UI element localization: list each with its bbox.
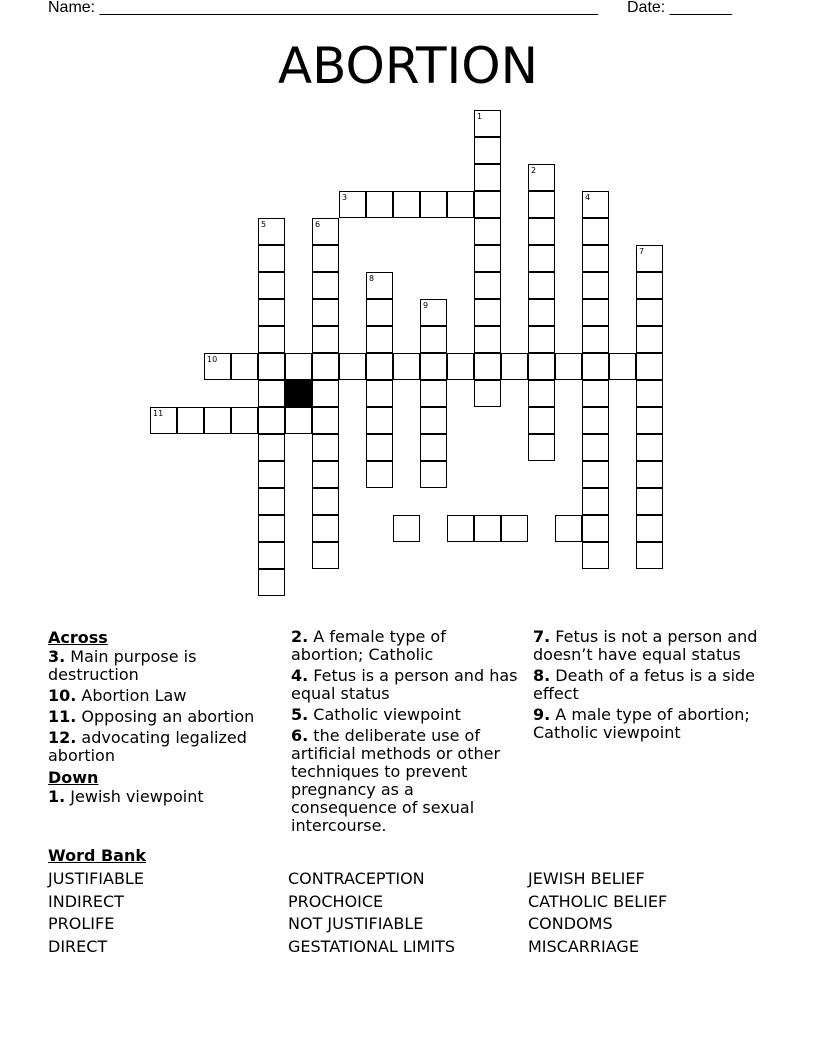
clue-item-text: A male type of abortion; Catholic viewpoint [533,705,750,742]
word-bank-item: NOT JUSTIFIABLE [288,914,424,933]
grid-cell[interactable] [609,353,636,380]
clue-item-text: Catholic viewpoint [308,705,461,724]
grid-cell[interactable] [258,245,285,272]
clue-item-number: 11. [48,707,77,726]
grid-cell[interactable] [474,515,501,542]
across-heading: Across [48,628,108,647]
clue-item-number: 9. [533,705,551,724]
grid-cell[interactable] [312,245,339,272]
clue-item-text: advocating legalized abortion [48,728,247,765]
grid-cell[interactable] [258,380,285,407]
grid-cell[interactable] [474,191,501,218]
grid-cell[interactable] [582,488,609,515]
grid-cell[interactable] [366,380,393,407]
clue-item-text: Opposing an abortion [76,707,255,726]
word-bank-item: PROLIFE [48,914,115,933]
grid-cell[interactable] [474,137,501,164]
grid-cell[interactable] [528,407,555,434]
clue-item-number: 5. [291,705,309,724]
grid-cell[interactable] [528,218,555,245]
clue-item-text: Main purpose is destruction [48,647,197,684]
grid-cell[interactable] [636,515,663,542]
clue-number: 9 [423,301,429,310]
word-bank-item: CONDOMS [528,914,613,933]
grid-cell[interactable] [636,326,663,353]
grid-cell[interactable] [312,461,339,488]
grid-cell[interactable] [420,434,447,461]
grid-cell[interactable] [312,272,339,299]
grid-cell[interactable] [474,218,501,245]
grid-cell[interactable] [528,326,555,353]
grid-cell[interactable] [420,380,447,407]
grid-cell[interactable] [474,299,501,326]
grid-cell[interactable] [528,272,555,299]
grid-cell[interactable] [582,353,609,380]
grid-cell[interactable] [312,515,339,542]
clue-item [533,667,765,703]
word-bank-item: CATHOLIC BELIEF [528,891,668,911]
black-cell [285,380,312,407]
clue-item-number: 1. [48,787,66,806]
clue-item-number: 8. [533,666,551,685]
grid-cell[interactable] [636,434,663,461]
name-field-label: Name: ________________________________________________________ [48,0,598,16]
clue-item-number: 6. [291,726,309,745]
word-bank-column-1 [48,868,144,958]
grid-cell[interactable] [312,299,339,326]
clue-item [291,667,523,703]
clues-column-1 [48,628,280,809]
clue-number: 7 [639,247,645,256]
grid-cell[interactable] [474,380,501,407]
grid-cell[interactable] [582,272,609,299]
grid-cell[interactable] [339,191,366,218]
grid-cell[interactable] [231,353,258,380]
grid-cell[interactable] [528,164,555,191]
clue-number: 3 [342,193,348,202]
grid-cell[interactable] [582,407,609,434]
grid-cell[interactable] [528,434,555,461]
clue-item-text: Fetus is a person and has equal status [291,666,518,703]
grid-cell[interactable] [366,353,393,380]
grid-cell[interactable] [636,407,663,434]
grid-cell[interactable] [420,326,447,353]
grid-cell[interactable] [258,407,285,434]
grid-cell[interactable] [636,353,663,380]
grid-cell[interactable] [366,326,393,353]
word-bank-item: GESTATIONAL LIMITS [288,936,455,956]
clue-item [533,706,765,742]
word-bank-item: DIRECT [48,936,108,956]
clue-item [533,628,765,664]
grid-cell[interactable] [501,515,528,542]
grid-cell[interactable] [636,272,663,299]
grid-cell[interactable] [582,380,609,407]
clue-item [48,648,280,684]
word-bank-column-3 [528,868,667,958]
clue-item-number: 12. [48,728,77,747]
grid-cell[interactable] [366,272,393,299]
word-bank-column-2 [288,868,455,958]
grid-cell[interactable] [636,380,663,407]
grid-cell[interactable] [420,461,447,488]
grid-cell[interactable] [258,461,285,488]
grid-cell[interactable] [285,407,312,434]
clue-number: 11 [153,409,164,418]
grid-cell[interactable] [312,488,339,515]
grid-cell[interactable] [474,164,501,191]
clues-column-2 [291,628,523,838]
clue-item [291,706,523,724]
grid-cell[interactable] [258,488,285,515]
down-clue-list-2 [291,628,523,835]
clue-item-text: Fetus is not a person and doesn’t have equal status [533,627,758,664]
clue-item-number: 7. [533,627,551,646]
grid-cell[interactable] [636,461,663,488]
date-field-label: Date: _______ [627,0,732,16]
clue-item-number: 2. [291,627,309,646]
clue-number: 5 [261,220,267,229]
grid-cell[interactable] [447,191,474,218]
clue-item-text: Jewish viewpoint [65,787,204,806]
grid-cell[interactable] [204,407,231,434]
clue-number: 4 [585,193,591,202]
grid-cell[interactable] [528,245,555,272]
clue-item [48,687,280,705]
grid-cell[interactable] [447,515,474,542]
grid-cell[interactable] [528,353,555,380]
grid-cell[interactable] [366,407,393,434]
clue-number: 8 [369,274,375,283]
grid-cell[interactable] [501,353,528,380]
grid-cell[interactable] [366,299,393,326]
clue-number: 2 [531,166,537,175]
grid-cell[interactable] [420,191,447,218]
grid-cell[interactable] [258,353,285,380]
grid-cell[interactable] [258,326,285,353]
down-clue-list-3 [533,628,765,742]
grid-cell[interactable] [312,407,339,434]
grid-cell[interactable] [636,299,663,326]
clue-item [291,727,523,835]
grid-cell[interactable] [393,515,420,542]
clue-item [48,788,280,806]
grid-cell[interactable] [231,407,258,434]
grid-cell[interactable] [474,326,501,353]
word-bank-item: INDIRECT [48,891,124,911]
grid-cell[interactable] [474,353,501,380]
grid-cell[interactable] [393,191,420,218]
down-heading: Down [48,768,99,787]
grid-cell[interactable] [555,515,582,542]
clue-item-text: Abortion Law [76,686,187,705]
clue-item-text: Death of a fetus is a side effect [533,666,756,703]
grid-cell[interactable] [582,326,609,353]
word-bank-item: PROCHOICE [288,891,384,911]
grid-cell[interactable] [312,542,339,569]
grid-cell[interactable] [582,245,609,272]
word-bank-heading: Word Bank [48,846,147,865]
grid-cell[interactable] [474,245,501,272]
grid-cell[interactable] [258,272,285,299]
grid-cell[interactable] [258,434,285,461]
clue-number: 1 [477,112,483,121]
grid-cell[interactable] [420,299,447,326]
grid-cell[interactable] [258,542,285,569]
grid-cell[interactable] [582,299,609,326]
grid-cell[interactable] [366,191,393,218]
clue-number: 6 [315,220,321,229]
across-clue-list [48,648,280,765]
grid-cell[interactable] [474,272,501,299]
grid-cell[interactable] [528,191,555,218]
grid-cell[interactable] [312,326,339,353]
grid-cell[interactable] [285,353,312,380]
grid-cell[interactable] [366,434,393,461]
grid-cell[interactable] [636,488,663,515]
clue-item-text: A female type of abortion; Catholic [291,627,446,664]
grid-cell[interactable] [474,110,501,137]
grid-cell[interactable] [447,353,474,380]
grid-cell[interactable] [258,515,285,542]
clue-item [291,628,523,664]
clue-item-number: 3. [48,647,66,666]
clue-item-text: the deliberate use of artificial methods or other techniques to prevent pregnancy as a consequence of sexual intercourse. [291,726,501,835]
grid-cell[interactable] [204,353,231,380]
grid-cell[interactable] [636,542,663,569]
grid-cell[interactable] [582,191,609,218]
grid-cell[interactable] [312,353,339,380]
grid-cell[interactable] [555,353,582,380]
clue-number: 10 [207,355,218,364]
grid-cell[interactable] [339,353,366,380]
grid-cell[interactable] [528,299,555,326]
grid-cell[interactable] [312,434,339,461]
grid-cell[interactable] [150,407,177,434]
word-bank-item: JUSTIFIABLE [48,869,144,888]
grid-cell[interactable] [258,218,285,245]
grid-cell[interactable] [312,380,339,407]
clue-item-number: 4. [291,666,309,685]
grid-cell[interactable] [636,245,663,272]
grid-cell[interactable] [393,353,420,380]
grid-cell[interactable] [258,299,285,326]
grid-cell[interactable] [420,353,447,380]
grid-cell[interactable] [420,407,447,434]
clue-item [48,729,280,765]
grid-cell[interactable] [312,218,339,245]
grid-cell[interactable] [582,218,609,245]
grid-cell[interactable] [582,461,609,488]
grid-cell[interactable] [582,542,609,569]
clue-item-number: 10. [48,686,77,705]
down-clue-list [48,788,280,806]
word-bank-item: CONTRACEPTION [288,869,425,888]
grid-cell[interactable] [582,515,609,542]
grid-cell[interactable] [258,569,285,596]
clue-item [48,708,280,726]
word-bank-item: MISCARRIAGE [528,936,639,956]
grid-cell[interactable] [177,407,204,434]
grid-cell[interactable] [582,434,609,461]
grid-cell[interactable] [528,380,555,407]
clues-column-3 [533,628,765,745]
grid-cell[interactable] [366,461,393,488]
word-bank-item: JEWISH BELIEF [528,869,645,888]
page-title: ABORTION [277,37,539,95]
